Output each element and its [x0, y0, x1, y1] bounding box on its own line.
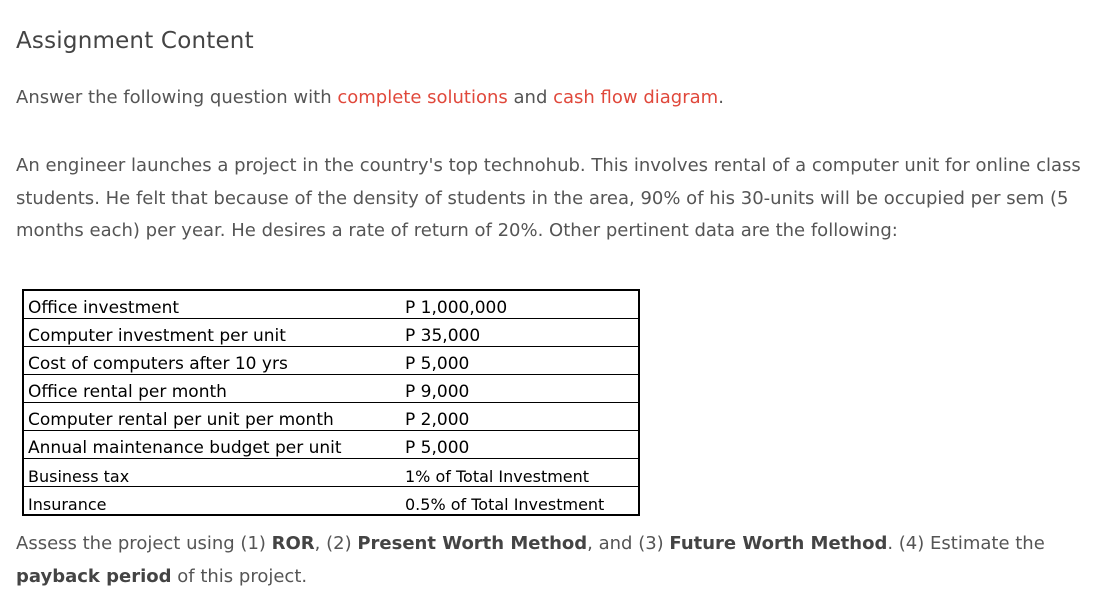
- intro-prefix: Answer the following question with: [16, 87, 338, 108]
- row-label: Business tax: [23, 459, 401, 487]
- table-row: [23, 403, 639, 431]
- assess-text: , (2): [314, 533, 358, 554]
- row-value: P 1,000,000: [401, 290, 639, 319]
- row-label: Insurance: [23, 487, 401, 516]
- cash-flow-diagram-highlight: cash flow diagram: [553, 87, 719, 108]
- complete-solutions-highlight: complete solutions: [337, 87, 508, 108]
- page-title: Assignment Content: [16, 28, 254, 54]
- row-value: P 5,000: [401, 347, 639, 375]
- payback-period-bold: payback period: [16, 565, 172, 587]
- table-row: [23, 431, 639, 459]
- row-label: Computer rental per unit per month: [23, 403, 401, 431]
- assess-text: Assess the project using (1): [16, 533, 272, 554]
- problem-statement: An engineer launches a project in the country's top technohub. This involves rental of a computer unit for online class students. He felt that because of the density of students in the area, 90% of his 30-units will be occupied per sem (5 months each) per year. He desires a rate of return of 20%. Other pertinent data are the following:: [16, 155, 1081, 241]
- future-worth-bold: Future Worth Method: [669, 533, 888, 554]
- row-value: 0.5% of Total Investment: [401, 487, 639, 516]
- table-row: [23, 347, 639, 375]
- row-value: P 9,000: [401, 375, 639, 403]
- ror-bold: ROR: [271, 533, 315, 554]
- row-value: 1% of Total Investment: [401, 459, 639, 487]
- table-row: [23, 487, 639, 516]
- row-label: Office investment: [23, 290, 401, 319]
- row-label: Office rental per month: [23, 375, 401, 403]
- row-value: P 2,000: [401, 403, 639, 431]
- row-label: Computer investment per unit: [23, 319, 401, 347]
- row-value: P 5,000: [401, 431, 639, 459]
- assess-text: . (4) Estimate the: [887, 533, 1045, 554]
- intro-middle: and: [507, 87, 554, 108]
- row-value: P 35,000: [401, 319, 639, 347]
- table-row: [23, 375, 639, 403]
- present-worth-bold: Present Worth Method: [357, 533, 588, 554]
- assess-text: , and (3): [587, 533, 670, 554]
- table-row: [23, 319, 639, 347]
- assessment-instructions: [16, 528, 1081, 593]
- instruction-text: [16, 87, 724, 108]
- pertinent-data-table: [22, 289, 640, 516]
- row-label: Annual maintenance budget per unit: [23, 431, 401, 459]
- table-row: [23, 459, 639, 487]
- table-row: [23, 290, 639, 319]
- row-label: Cost of computers after 10 yrs: [23, 347, 401, 375]
- assess-text: of this project.: [171, 565, 308, 587]
- intro-suffix: .: [718, 87, 724, 108]
